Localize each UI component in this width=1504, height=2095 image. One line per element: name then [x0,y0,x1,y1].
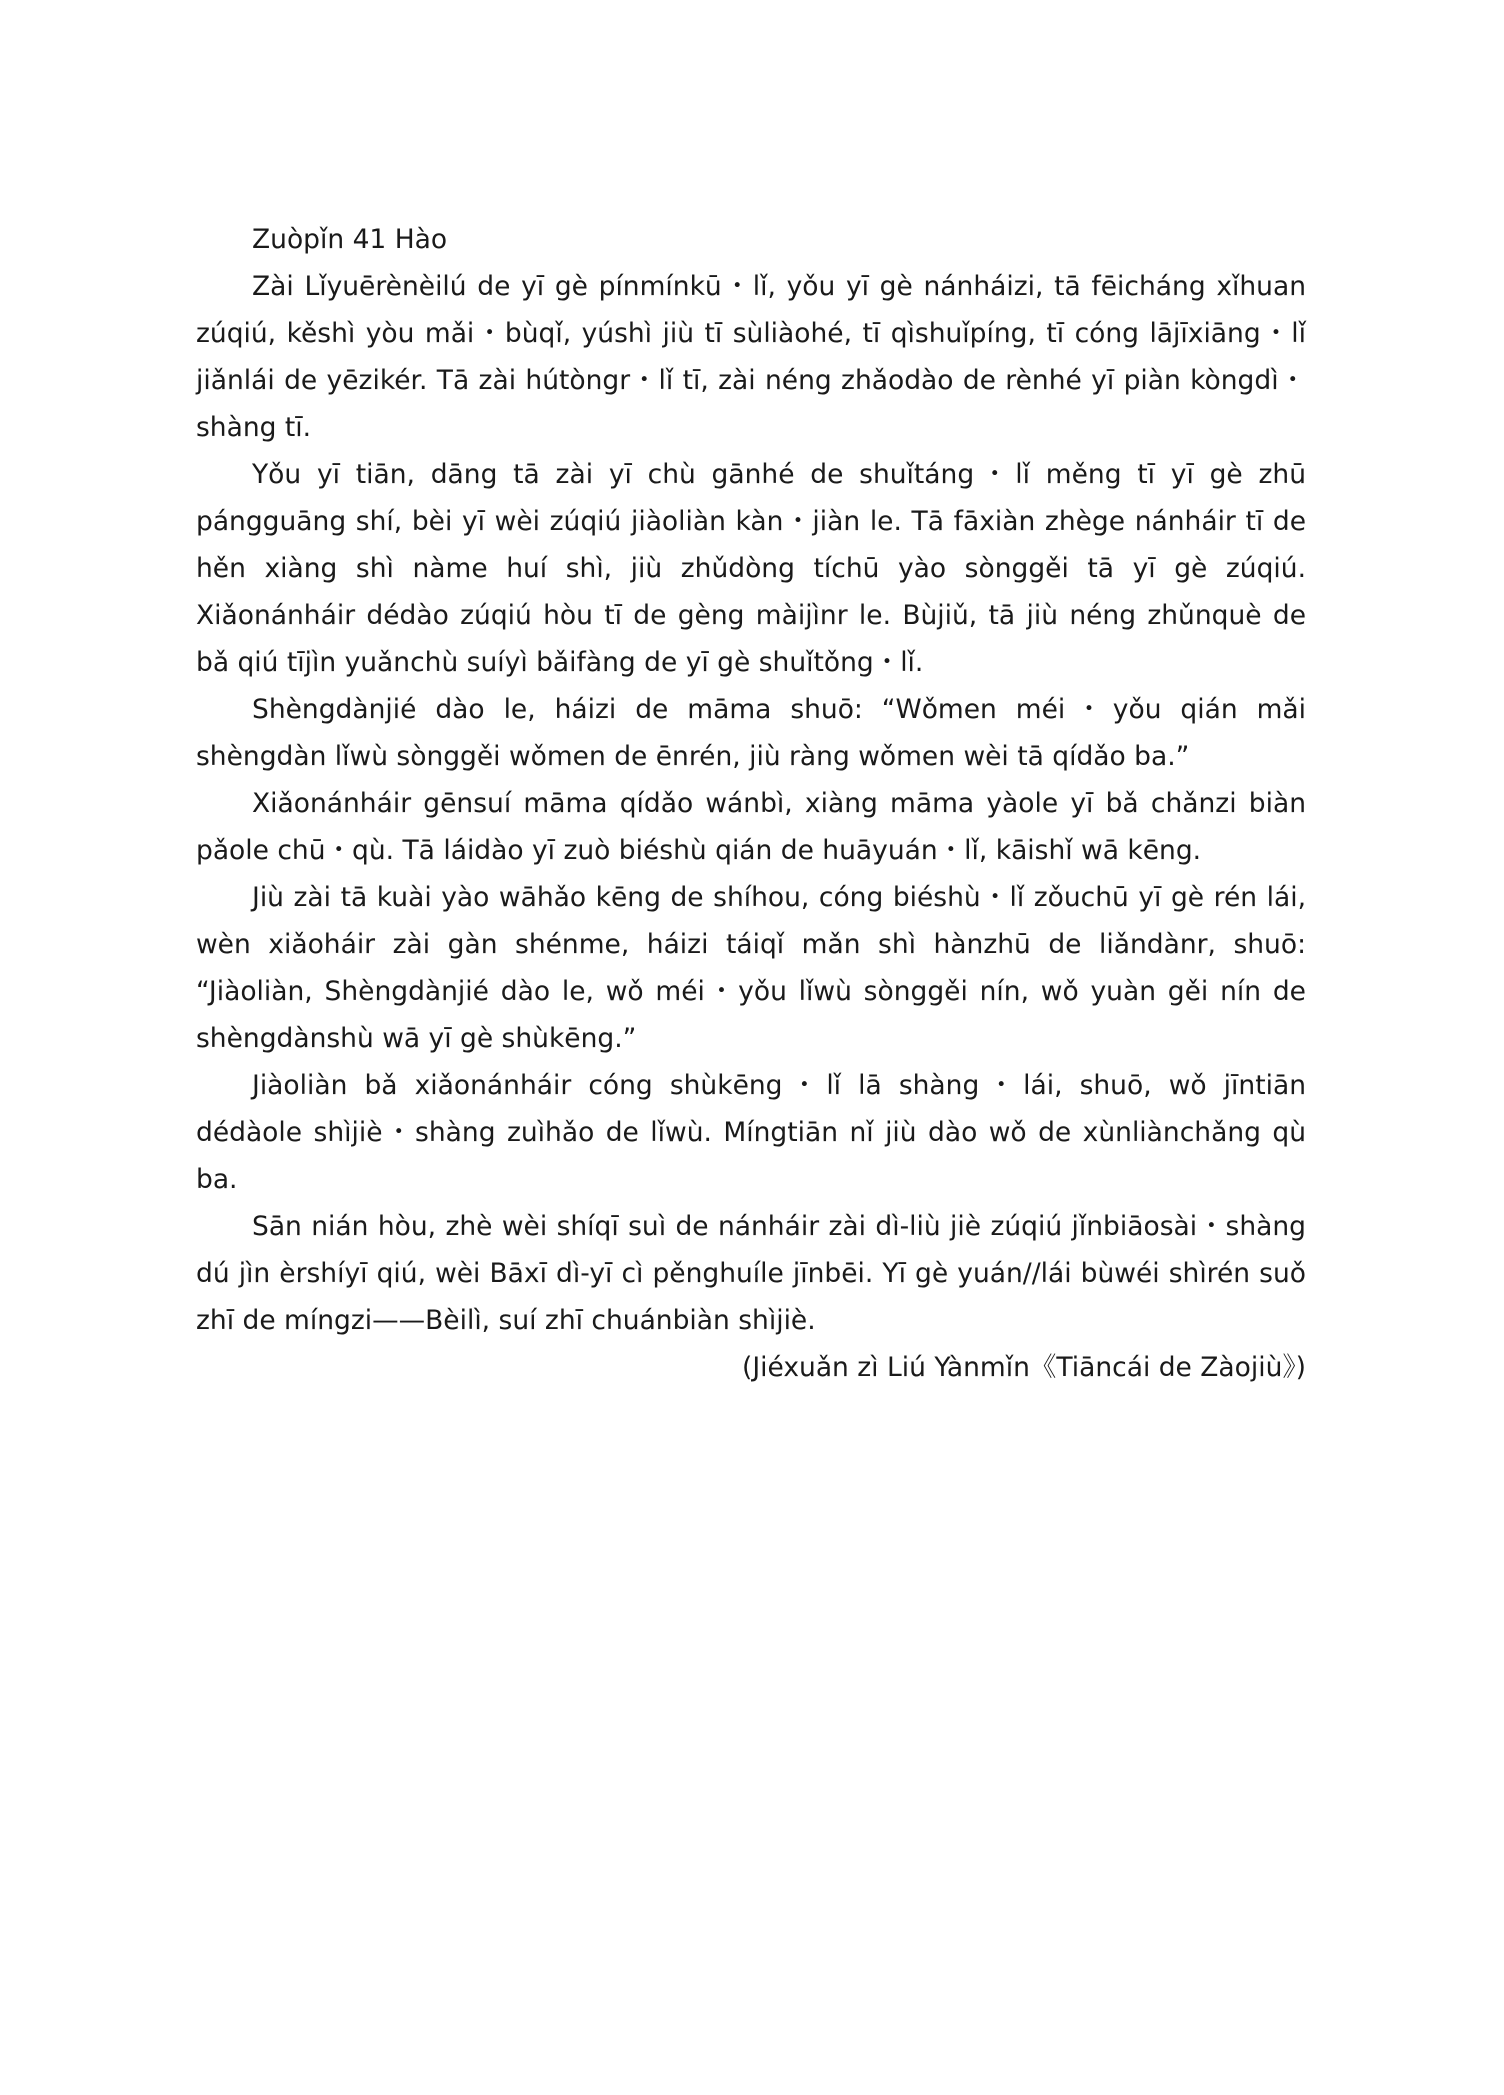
paragraph-1: Zài Lǐyuērènèilú de yī gè pínmínkū・lǐ, yǒu yī gè nánháizi, tā fēicháng xǐhuan zúqiú, kěshì yòu mǎi・bùqǐ, yúshì jiù tī sùliàohé, tī qìshuǐpíng, tī cóng lājīxiāng・lǐ jiǎnlái de yēzikér. Tā zài hútòngr・lǐ tī, zài néng zhǎodào de rènhé yī piàn kòngdì・shàng tī. [196,271,1306,443]
article [196,216,1306,1391]
paragraph-5: Jiù zài tā kuài yào wāhǎo kēng de shíhou, cóng biéshù・lǐ zǒuchū yī gè rén lái, wèn xiǎoháir zài gàn shénme, háizi táiqǐ mǎn shì hànzhū de liǎndànr, shuō: “Jiàoliàn, Shèngdànjié dào le, wǒ méi・yǒu lǐwù sònggěi nín, wǒ yuàn gěi nín de shèngdànshù wā yī gè shùkēng.” [196,882,1306,1054]
source-citation: (Jiéxuǎn zì Liú Yànmǐn《Tiāncái de Zàojiù》) [741,1352,1306,1383]
paragraph-3: Shèngdànjié dào le, háizi de māma shuō: “Wǒmen méi・yǒu qián mǎi shèngdàn lǐwù sònggěi wǒmen de ēnrén, jiù ràng wǒmen wèi tā qídǎo ba.” [196,694,1306,772]
paragraph-4: Xiǎonánháir gēnsuí māma qídǎo wánbì, xiàng māma yàole yī bǎ chǎnzi biàn pǎole chū・qù. Tā láidào yī zuò biéshù qián de huāyuán・lǐ, kāishǐ wā kēng. [196,788,1306,866]
article-title: Zuòpǐn 41 Hào [252,224,448,255]
paragraph-7: Sān nián hòu, zhè wèi shíqī suì de nánháir zài dì-liù jiè zúqiú jǐnbiāosài・shàng dú jìn èrshíyī qiú, wèi Bāxī dì-yī cì pěnghuíle jīnbēi. Yī gè yuán//lái bùwéi shìrén suǒ zhī de míngzi——Bèilì, suí zhī chuánbiàn shìjiè. [196,1211,1306,1336]
paragraph-2: Yǒu yī tiān, dāng tā zài yī chù gānhé de shuǐtáng・lǐ měng tī yī gè zhū pángguāng shí, bèi yī wèi zúqiú jiàoliàn kàn・jiàn le. Tā fāxiàn zhège nánháir tī de hěn xiàng shì nàme huí shì, jiù zhǔdòng tíchū yào sònggěi tā yī gè zúqiú. Xiǎonánháir dédào zúqiú hòu tī de gèng màijìnr le. Bùjiǔ, tā jiù néng zhǔnquè de bǎ qiú tījìn yuǎnchù suíyì bǎifàng de yī gè shuǐtǒng・lǐ. [196,459,1306,678]
paragraph-6: Jiàoliàn bǎ xiǎonánháir cóng shùkēng・lǐ lā shàng・lái, shuō, wǒ jīntiān dédàole shìjiè・shàng zuìhǎo de lǐwù. Míngtiān nǐ jiù dào wǒ de xùnliànchǎng qù ba. [196,1070,1306,1195]
